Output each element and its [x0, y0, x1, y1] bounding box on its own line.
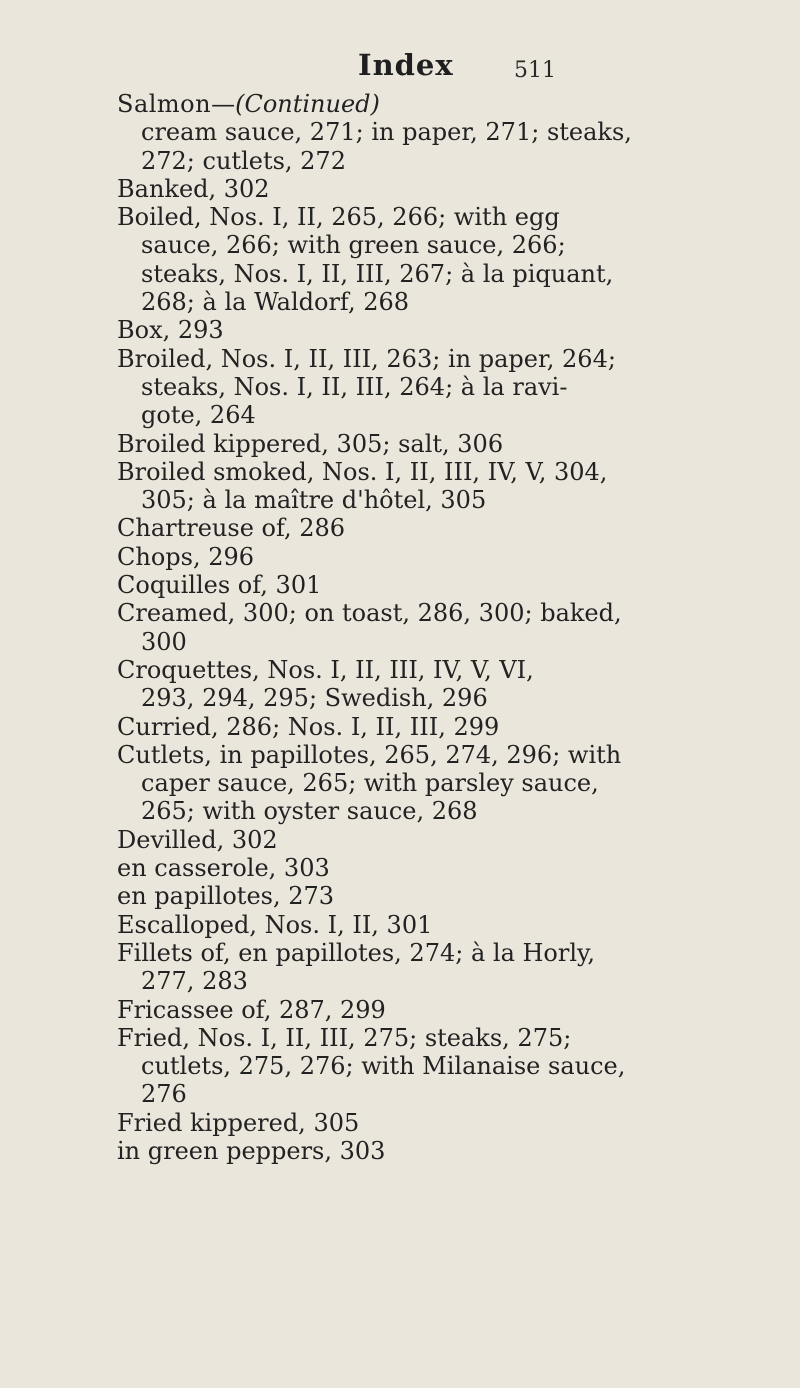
index-entry-continuation: gote, 264: [141, 401, 256, 430]
heading-continued: (Continued): [235, 90, 380, 118]
index-entry: Escalloped, Nos. I, II, 301: [117, 910, 433, 939]
index-entry: Chartreuse of, 286: [117, 514, 346, 543]
index-entry: Fricassee of, 287, 299: [117, 995, 386, 1024]
index-entry-continuation: 272; cutlets, 272: [141, 146, 346, 175]
index-entry-continuation: sauce, 266; with green sauce, 266;: [141, 231, 566, 260]
index-entry: en casserole, 303: [117, 854, 330, 883]
index-entry-continuation: 277, 283: [141, 967, 248, 996]
index-entry: Fried, Nos. I, II, III, 275; steaks, 275;: [117, 1023, 572, 1052]
index-entry-continuation: 265; with oyster sauce, 268: [141, 797, 478, 826]
index-heading: [117, 90, 797, 118]
index-entry-continuation: 305; à la maître d'hôtel, 305: [141, 486, 487, 515]
index-entry: in green peppers, 303: [117, 1136, 386, 1165]
index-entry: Broiled kippered, 305; salt, 306: [117, 429, 504, 458]
heading-term: Salmon: [117, 90, 212, 118]
index-entry-continuation: cutlets, 275, 276; with Milanaise sauce,: [141, 1052, 626, 1081]
index-entry: Broiled smoked, Nos. I, II, III, IV, V, 304,: [117, 457, 608, 486]
index-entry: Boiled, Nos. I, II, 265, 266; with egg: [117, 203, 560, 232]
index-entry: Croquettes, Nos. I, II, III, IV, V, VI,: [117, 655, 534, 684]
index-entry: Coquilles of, 301: [117, 571, 322, 600]
index-entry: Fried kippered, 305: [117, 1108, 360, 1137]
index-entry: Broiled, Nos. I, II, III, 263; in paper, 264;: [117, 344, 616, 373]
index-entry-continuation: steaks, Nos. I, II, III, 267; à la piquant,: [141, 259, 614, 288]
index-entry-continuation: cream sauce, 271; in paper, 271; steaks,: [141, 118, 632, 147]
index-entry: Chops, 296: [117, 542, 255, 571]
index-entry: Box, 293: [117, 316, 224, 345]
index-entry-continuation: 268; à la Waldorf, 268: [141, 288, 410, 317]
index-entry: Creamed, 300; on toast, 286, 300; baked,: [117, 599, 622, 628]
running-header-title: Index: [358, 48, 454, 82]
page-number: 511: [514, 58, 556, 83]
index-entry-continuation: steaks, Nos. I, II, III, 264; à la ravi-: [141, 372, 568, 401]
index-entry: Fillets of, en papillotes, 274; à la Horly,: [117, 938, 596, 967]
index-entry: en papillotes, 273: [117, 882, 335, 911]
index-entry-continuation: 276: [141, 1080, 187, 1109]
index-entry: Devilled, 302: [117, 825, 278, 854]
index-entry-continuation: caper sauce, 265; with parsley sauce,: [141, 769, 599, 798]
index-entry-list: [117, 118, 797, 1165]
index-entry-continuation: 293, 294, 295; Swedish, 296: [141, 684, 488, 713]
heading-dash: —: [211, 90, 236, 118]
index-entry-continuation: 300: [141, 627, 187, 656]
index-body: [117, 90, 797, 1165]
index-entry: Banked, 302: [117, 174, 270, 203]
index-entry: Curried, 286; Nos. I, II, III, 299: [117, 712, 500, 741]
index-entry: Cutlets, in papillotes, 265, 274, 296; with: [117, 740, 622, 769]
